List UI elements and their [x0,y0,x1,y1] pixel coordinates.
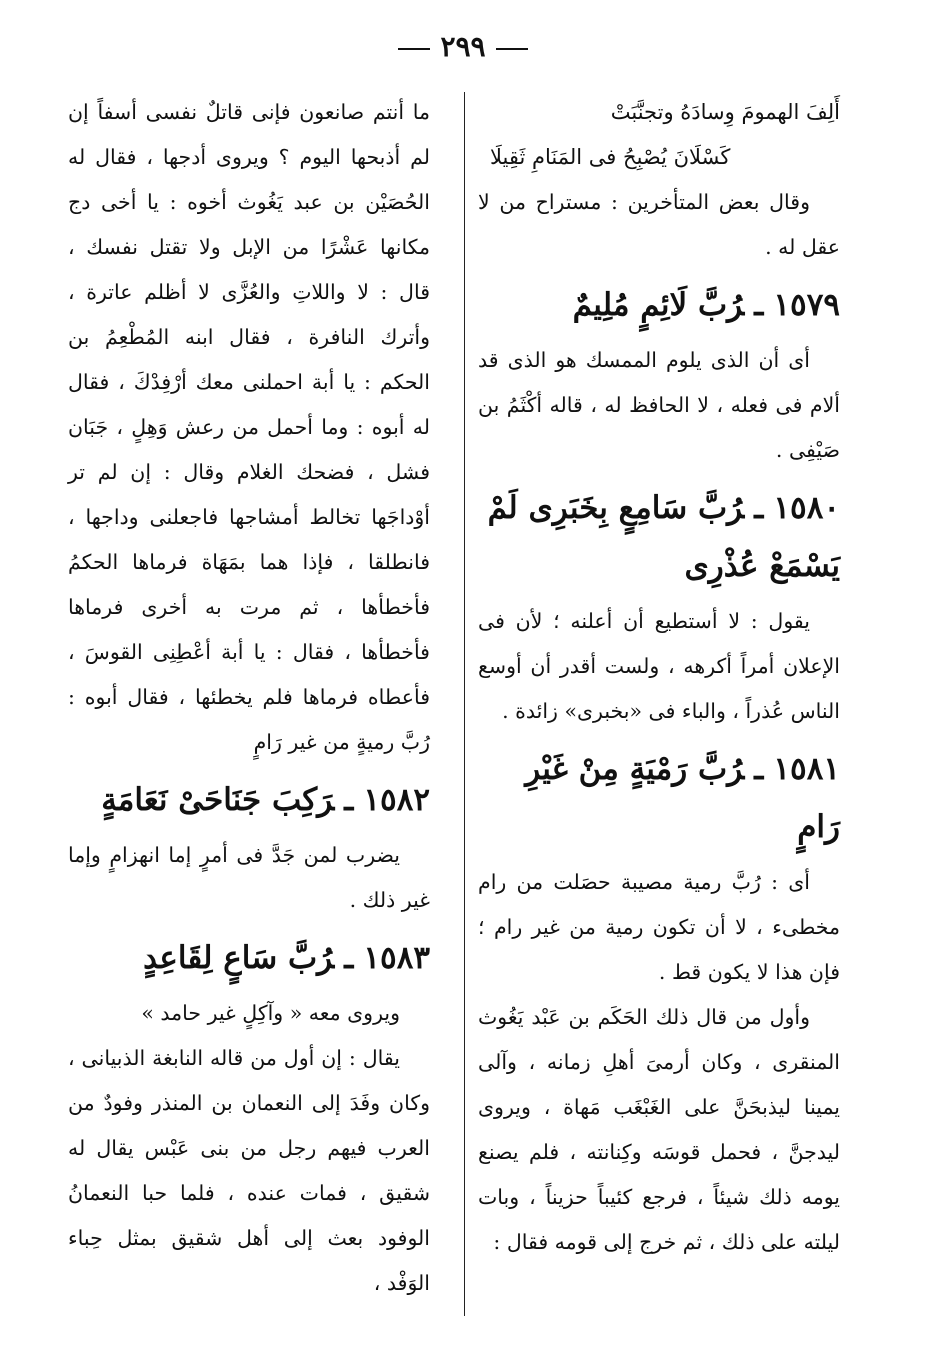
entry-text-1583: يقال : إن أول من قاله النابغة الذبيانى ، وكان وفَدَ إلى النعمان بن المنذر وفودٌ من العرب فيهم رجل من بنى عَبْس يقال له شقيق ، فمات عنده ، فلما حبا النعمانُ الوفود بعث إلى أهل شقيق بمثل حِباء الوَفْد ، [68,1046,430,1295]
entry-text-1579: أى أن الذى يلوم الممسك هو الذى قد ألام فى فعله ، لا الحافظ له ، قاله أكْثَمُ بن صَيْفِى . [478,348,840,462]
note-paragraph: وقال بعض المتأخرين : مستراح من لا عقل له . [478,190,840,259]
verse-line-1: أَلِفَ الهمومَ وِسادَهُ وتجنَّبَتْ [610,100,840,124]
entry-number: ١٥٨١ [773,751,840,787]
entry-heading-1579 [478,276,840,334]
entry-heading-1580 [478,479,840,595]
entry-number: ١٥٨٣ [363,940,430,976]
left-column [68,90,430,1330]
story-continued: ما أنتم صانعون فإنى قاتلٌ نفسى أسفاً إن لم أذبحها اليوم ؟ ويروى أدجها ، فقال له الحُصَيْن بن عبد يَغُوث أخوه : يا أخى دج مكانها عَشْرًا من الإبل ولا تقتل نفسك ، قال : لا واللاتِ والعُزَّى لا أظلم عاترة ، وأترك النافرة ، فقال ابنه المُطْعِمُ بن الحكم : يا أبة احملنى معك أرْفِدْكَ ، فقال له أبوه : وما أحمل من رعش وَهِلٍ ، جَبَان فشل ، فضحك الغلام وقال : إن لم تر أوْداجَها تخالط أمشاجها فاجعلنى وداجها ، فانطلقا ، فإذا هما بمَهَاة فرماها الحكمُ فأخطأها ، ثم مرت به أخرى فرماها فأخطأها ، فقال : يا أبة أعْطِنِى القوسَ ، فأعطاه فرماها فلم يخطئها ، فقال أبوه : رُبَّ رميةٍ من غير رَامٍ [68,100,430,754]
entry-heading-1583 [68,929,430,987]
entry-dash: ـ [344,782,354,818]
entry-title: رُبَّ رَمْيَةٍ مِنْ غَيْرِ رَامٍ [525,751,840,845]
entry-title: رُبَّ لَائِمٍ مُلِيمٌ [572,287,745,323]
right-column [478,90,840,1330]
page-number-dash-left [398,48,430,50]
entry-number: ١٥٨٢ [363,782,430,818]
entry-title: رُبَّ سَامِعٍ بِخَبَرِى لَمْ يَسْمَعْ عُذْرِى [487,490,840,584]
entry-story-1581: وأول من قال ذلك الحَكَم بن عَبْد يَغُوث المنقرى ، وكان أرمىَ أهلِ زمانه ، وآلى يمينا ليذبحَنَّ على الغَبْغَب مَهاة ، ويروى ليدجنَّ ، فحمل قوسَه وكِنانته ، فلم يصنع يومه ذلك شيئاً ، فرجع كئيباً حزيناً ، وبات ليلته على ذلك ، ثم خرج إلى قومه فقال : [478,1005,840,1254]
entry-dash: ـ [344,940,354,976]
entry-text-1582: يضرب لمن جَدَّ فى أمرٍ إما انهزامٍ وإما غير ذلك . [68,843,430,912]
entry-dash: ـ [754,287,764,323]
entry-text-1580: يقول : لا أستطيع أن أعلنه ؛ لأن فى الإعلان أمراً أكرهه ، ولست أقدر أن أوسع الناس عُذراً ، والباء فى «بخبرى» زائدة . [478,609,840,723]
page-number [0,30,926,63]
verse-line-2: كَسْلَانَ يُصْبِحُ فى المَنَامِ ثَقِيلَا [490,145,731,169]
entry-dash: ـ [754,751,764,787]
entry-title: رَكِبَ جَنَاحَىْ نَعَامَةٍ [101,782,335,818]
page-number-text: ٢٩٩ [440,30,486,63]
entry-heading-1581 [478,740,840,856]
page-number-dash-right [496,48,528,50]
entry-variant-1583: ويروى معه « وآكِلٍ غير حامد » [141,1001,400,1025]
entry-number: ١٥٧٩ [773,287,840,323]
entry-heading-1582 [68,771,430,829]
entry-title: رُبَّ سَاعٍ لِقَاعِدٍ [143,940,335,976]
entry-number: ١٥٨٠ [773,490,840,526]
column-divider [464,92,465,1316]
entry-dash: ـ [754,490,764,526]
entry-text-1581: أى : رُبَّ رمية مصيبة حصَلت من رام مخطىء ، لا أن تكون رمية من غير رام ؛ فإن هذا لا يكون قط . [478,870,840,984]
